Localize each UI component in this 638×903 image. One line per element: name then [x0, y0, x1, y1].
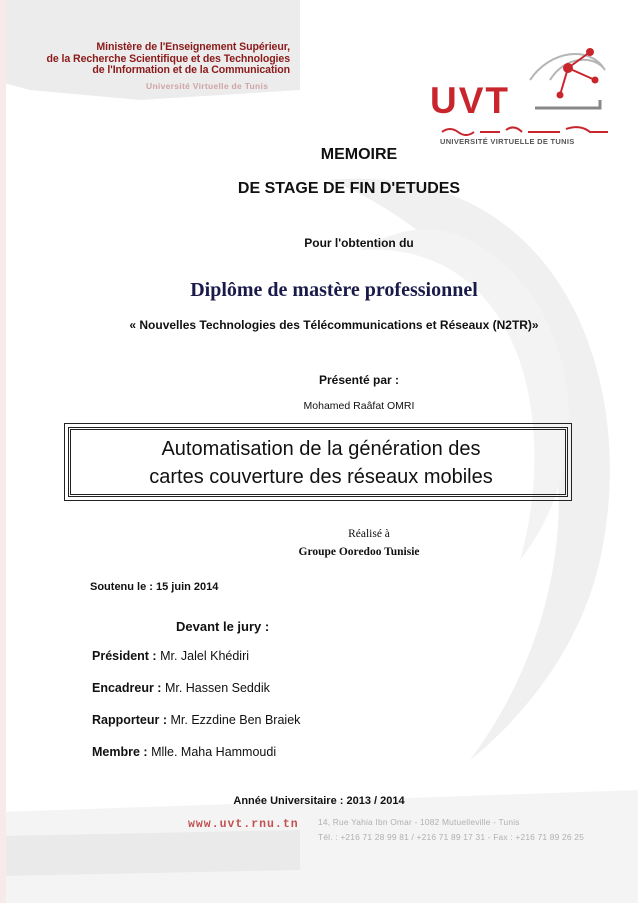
footer-address-block [318, 815, 618, 845]
ministry-line-3: de l'Information et de la Communication [92, 64, 290, 76]
defense-date: Soutenu le : 15 juin 2014 [90, 581, 219, 593]
arabic-script-decoration [440, 124, 610, 136]
footer-dark-band [0, 830, 300, 876]
left-accent-stripe [0, 0, 6, 903]
ministry-line-2: de la Recherche Scientifique et des Technologies [46, 52, 290, 65]
university-name: Université Virtuelle de Tunis [146, 81, 269, 91]
uvt-logo-text: UVT [430, 80, 510, 121]
ministry-header [20, 42, 290, 77]
presented-by-label: Présenté par : [318, 373, 400, 387]
thesis-title-box [68, 427, 568, 497]
jury-member-name: Mr. Jalel Khédiri [160, 649, 250, 663]
jury-member-name: Mr. Ezzdine Ben Braiek [170, 713, 301, 727]
jury-role: Encadreur : [92, 681, 162, 695]
jury-role: Rapporteur : [92, 713, 167, 727]
academic-year: Année Universitaire : 2013 / 2014 [233, 795, 405, 807]
ministry-line-1: Ministère de l'Enseignement Supérieur, [96, 41, 290, 53]
uvt-logo-icon [520, 40, 610, 120]
obtention-label: Pour l'obtention du [304, 236, 414, 250]
host-company: Groupe Ooredoo Tunisie [298, 546, 420, 558]
specialty-name: « Nouvelles Technologies des Télécommunications et Réseaux (N2TR)» [129, 318, 539, 332]
jury-row-president [92, 649, 249, 663]
thesis-title-line-1: Automatisation de la génération des [161, 438, 481, 460]
jury-member-name: Mr. Hassen Seddik [164, 681, 270, 695]
diploma-title: Diplôme de mastère professionnel [190, 279, 478, 301]
author-name: Mohamed Raâfat OMRI [303, 400, 415, 412]
jury-member-name: Mlle. Maha Hammoudi [151, 745, 277, 759]
jury-row-reporter [92, 713, 300, 727]
document-subtype-heading: DE STAGE DE FIN D'ETUDES [237, 180, 461, 197]
footer-website: www.uvt.rnu.tn [188, 818, 299, 831]
footer-contact: Tél. : +216 71 28 99 81 / +216 71 89 17 31 - Fax : +216 71 89 26 25 [318, 832, 585, 842]
thesis-title-line-2: cartes couverture des réseaux mobiles [149, 466, 493, 488]
document-type-heading: MEMOIRE [320, 146, 398, 163]
jury-row-supervisor [92, 681, 270, 695]
jury-heading: Devant le jury : [176, 619, 270, 634]
uvt-logo-subtitle: UNIVERSITÉ VIRTUELLE DE TUNIS [440, 137, 575, 146]
realized-at-label: Réalisé à [348, 528, 390, 540]
footer-address: 14, Rue Yahia Ibn Omar - 1082 Mutuelleville - Tunis [318, 817, 520, 827]
jury-role: Président : [92, 649, 157, 663]
jury-role: Membre : [92, 745, 148, 759]
jury-row-member [92, 745, 276, 759]
